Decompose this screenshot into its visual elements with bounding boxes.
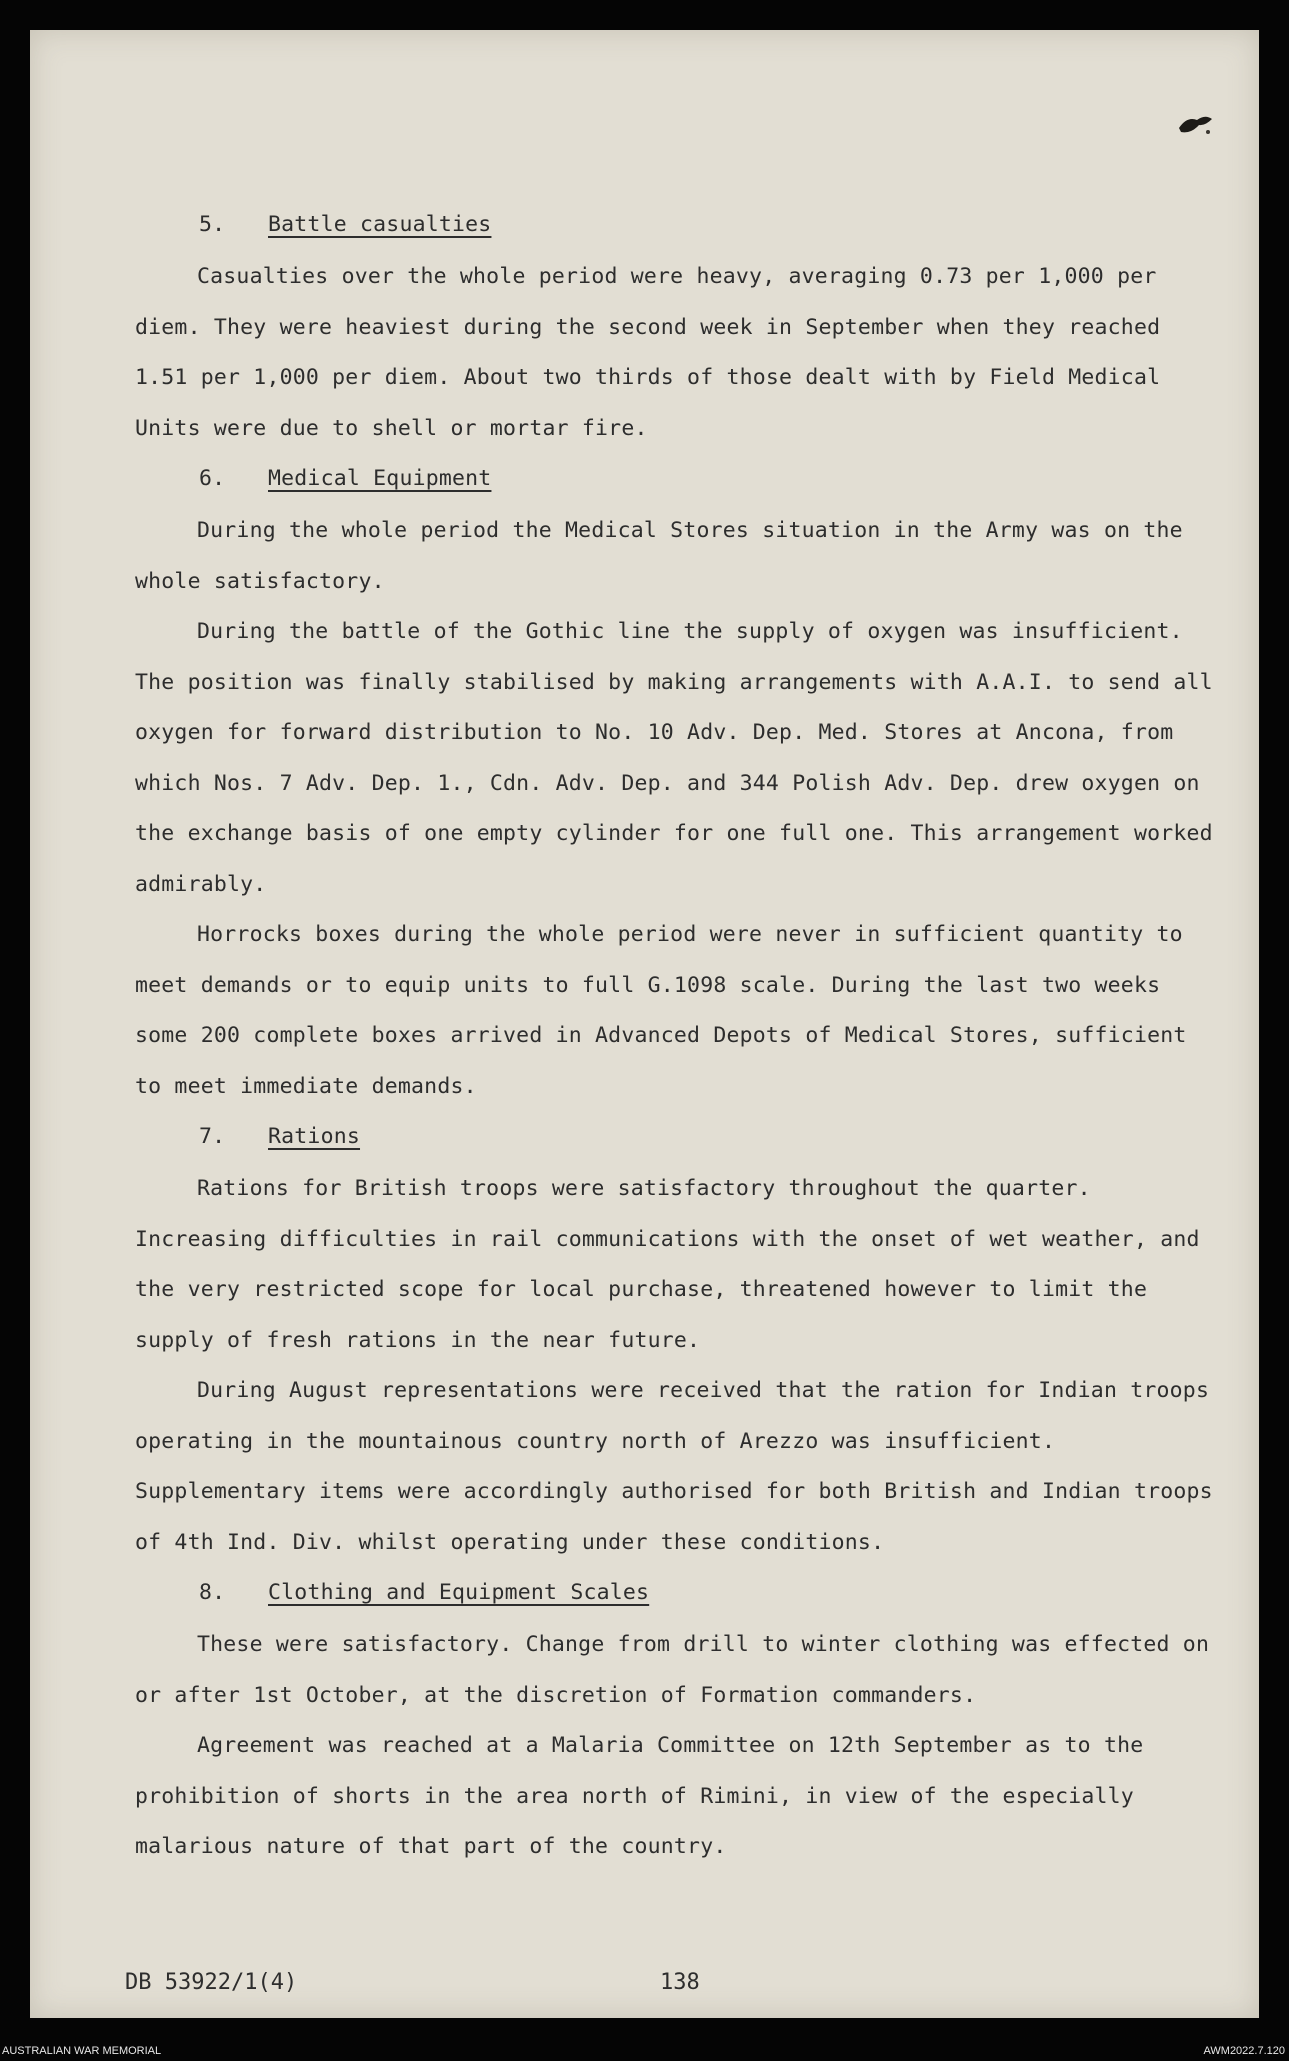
page-number: 138 <box>660 1970 700 1995</box>
section-heading <box>135 454 1215 506</box>
section-title: Rations <box>268 1124 361 1149</box>
section-heading <box>135 200 1215 252</box>
paragraph <box>135 910 1215 1112</box>
paragraph <box>135 506 1215 607</box>
section-heading <box>135 1568 1215 1620</box>
paragraph <box>135 1620 1215 1721</box>
paragraph-text: Horrocks boxes during the whole period were never in sufficient quantity to meet demands or to equip units to full G.1098 scale. During the last two weeks some 200 complete boxes arrived in Advanced Depots of Medical Stores, sufficient to meet immediate demands. <box>135 922 1187 1099</box>
section-number: 6. <box>199 466 226 491</box>
paragraph-text: Casualties over the whole period were heavy, averaging 0.73 per 1,000 per diem. They were heaviest during the second week in September when they reached 1.51 per 1,000 per diem. About two thirds of those dealt with by Field Medical Units were due to shell or mortar fire. <box>135 264 1161 441</box>
paragraph <box>135 1721 1215 1873</box>
paragraph-text: Agreement was reached at a Malaria Committee on 12th September as to the prohibition of shorts in the area north of Rimini, in view of the especially malarious nature of that part of the country. <box>135 1733 1144 1859</box>
section-number: 8. <box>199 1580 226 1605</box>
paragraph-text: These were satisfactory. Change from drill to winter clothing was effected on or after 1st October, at the discretion of Formation commanders. <box>135 1632 1210 1708</box>
document-page <box>30 30 1259 2018</box>
section-title: Clothing and Equipment Scales <box>268 1580 650 1605</box>
paragraph-text: During the battle of the Gothic line the supply of oxygen was insufficient. The position was finally stabilised by making arrangements with A.A.I. to send all oxygen for forward distribution to No. 10 Adv. Dep. Med. Stores at Ancona, from which Nos. 7 Adv. Dep. 1., Cdn. Adv. Dep. and 344 Polish Adv. Dep. drew oxygen on the exchange basis of one empty cylinder for one full one. This arrangement worked admirably. <box>135 619 1213 897</box>
paper-damage-mark <box>1175 110 1215 140</box>
document-body <box>135 200 1215 1873</box>
archive-caption: AUSTRALIAN WAR MEMORIAL <box>2 2045 162 2057</box>
section-number: 5. <box>199 212 226 237</box>
paragraph-text: During the whole period the Medical Stores situation in the Army was on the whole satisfactory. <box>135 518 1183 594</box>
section-title: Battle casualties <box>268 212 492 237</box>
document-reference: DB 53922/1(4) <box>125 1970 298 1995</box>
accession-number: AWM2022.7.120 <box>1203 2045 1285 2057</box>
paragraph-text: Rations for British troops were satisfactory throughout the quarter. Increasing difficulties in rail communications with the onset of wet weather, and the very restricted scope for local purchase, threatened however to limit the supply of fresh rations in the near future. <box>135 1176 1200 1353</box>
section-heading <box>135 1112 1215 1164</box>
section-title: Medical Equipment <box>268 466 492 491</box>
section-number: 7. <box>199 1124 226 1149</box>
paragraph <box>135 1366 1215 1568</box>
paragraph <box>135 607 1215 910</box>
paragraph <box>135 252 1215 454</box>
paragraph-text: During August representations were received that the ration for Indian troops operating in the mountainous country north of Arezzo was insufficient. Supplementary items were accordingly authorised for both British and Indian troops of 4th Ind. Div. whilst operating under these conditions. <box>135 1378 1213 1555</box>
paragraph <box>135 1164 1215 1366</box>
